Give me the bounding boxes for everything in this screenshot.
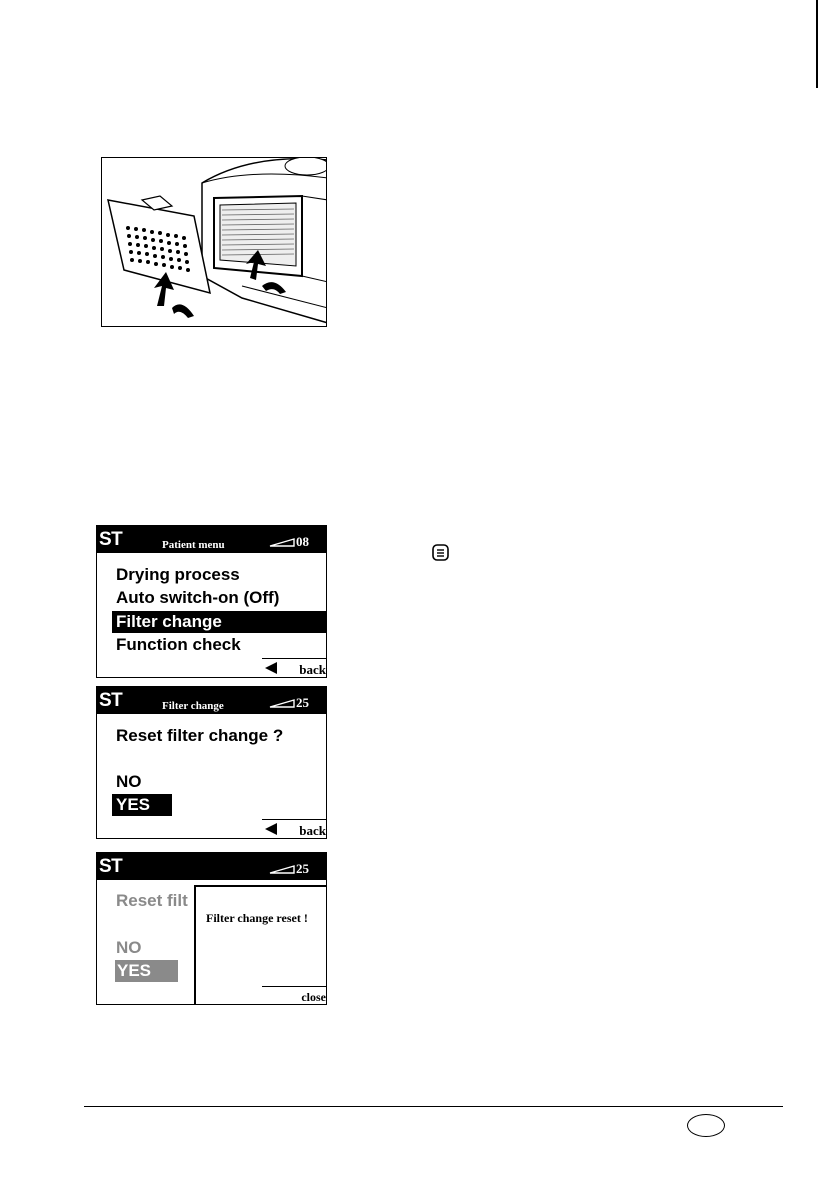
- menu-item-auto-switch-on[interactable]: Auto switch-on (Off): [116, 588, 280, 607]
- lcd-screen-filter-reset-confirm: [96, 852, 327, 1005]
- lcd-header: [97, 687, 326, 714]
- back-softkey[interactable]: [262, 819, 327, 839]
- back-label: back: [299, 823, 326, 838]
- close-label: close: [301, 990, 326, 1004]
- level-value: 08: [296, 534, 309, 549]
- level-indicator: [269, 861, 309, 877]
- menu-item-function-check[interactable]: Function check: [116, 635, 241, 654]
- screen-title: Filter change: [162, 700, 224, 712]
- menu-item-drying-process[interactable]: Drying process: [116, 565, 240, 584]
- left-arrow-icon: [265, 662, 277, 674]
- level-value: 25: [296, 695, 309, 710]
- footer-rule: [84, 1106, 783, 1107]
- reset-question: Reset filter change ?: [116, 726, 284, 745]
- menu-list-icon: [431, 543, 451, 568]
- reset-question-partial: Reset filt: [116, 891, 188, 910]
- option-yes[interactable]: YES: [112, 794, 172, 816]
- filter-replacement-illustration: [101, 157, 327, 327]
- mode-label: ST: [99, 856, 123, 877]
- back-softkey[interactable]: [262, 658, 327, 678]
- close-softkey[interactable]: [262, 986, 327, 1005]
- screen-title: Patient menu: [162, 539, 225, 551]
- lcd-screen-filter-change: [96, 686, 327, 839]
- mode-label: ST: [99, 529, 123, 550]
- popup-message: Filter change reset !: [206, 911, 308, 925]
- option-no: NO: [116, 938, 142, 957]
- lcd-screen-patient-menu: [96, 525, 327, 678]
- back-label: back: [299, 662, 326, 677]
- level-wedge-icon: [269, 699, 295, 708]
- device-filter-drawing: [102, 158, 327, 327]
- option-yes: YES: [115, 960, 178, 982]
- level-value: 25: [296, 861, 309, 876]
- level-indicator: [269, 534, 309, 550]
- level-wedge-icon: [269, 538, 295, 547]
- confirmation-popup: [194, 885, 327, 1005]
- level-indicator: [269, 695, 309, 711]
- crop-mark: [816, 0, 818, 88]
- lcd-header: [97, 526, 326, 553]
- level-wedge-icon: [269, 865, 295, 874]
- lcd-header: [97, 853, 326, 880]
- option-no[interactable]: NO: [116, 772, 142, 791]
- left-arrow-icon: [265, 823, 277, 835]
- language-badge: [687, 1114, 725, 1137]
- menu-item-filter-change[interactable]: Filter change: [112, 611, 327, 633]
- mode-label: ST: [99, 690, 123, 711]
